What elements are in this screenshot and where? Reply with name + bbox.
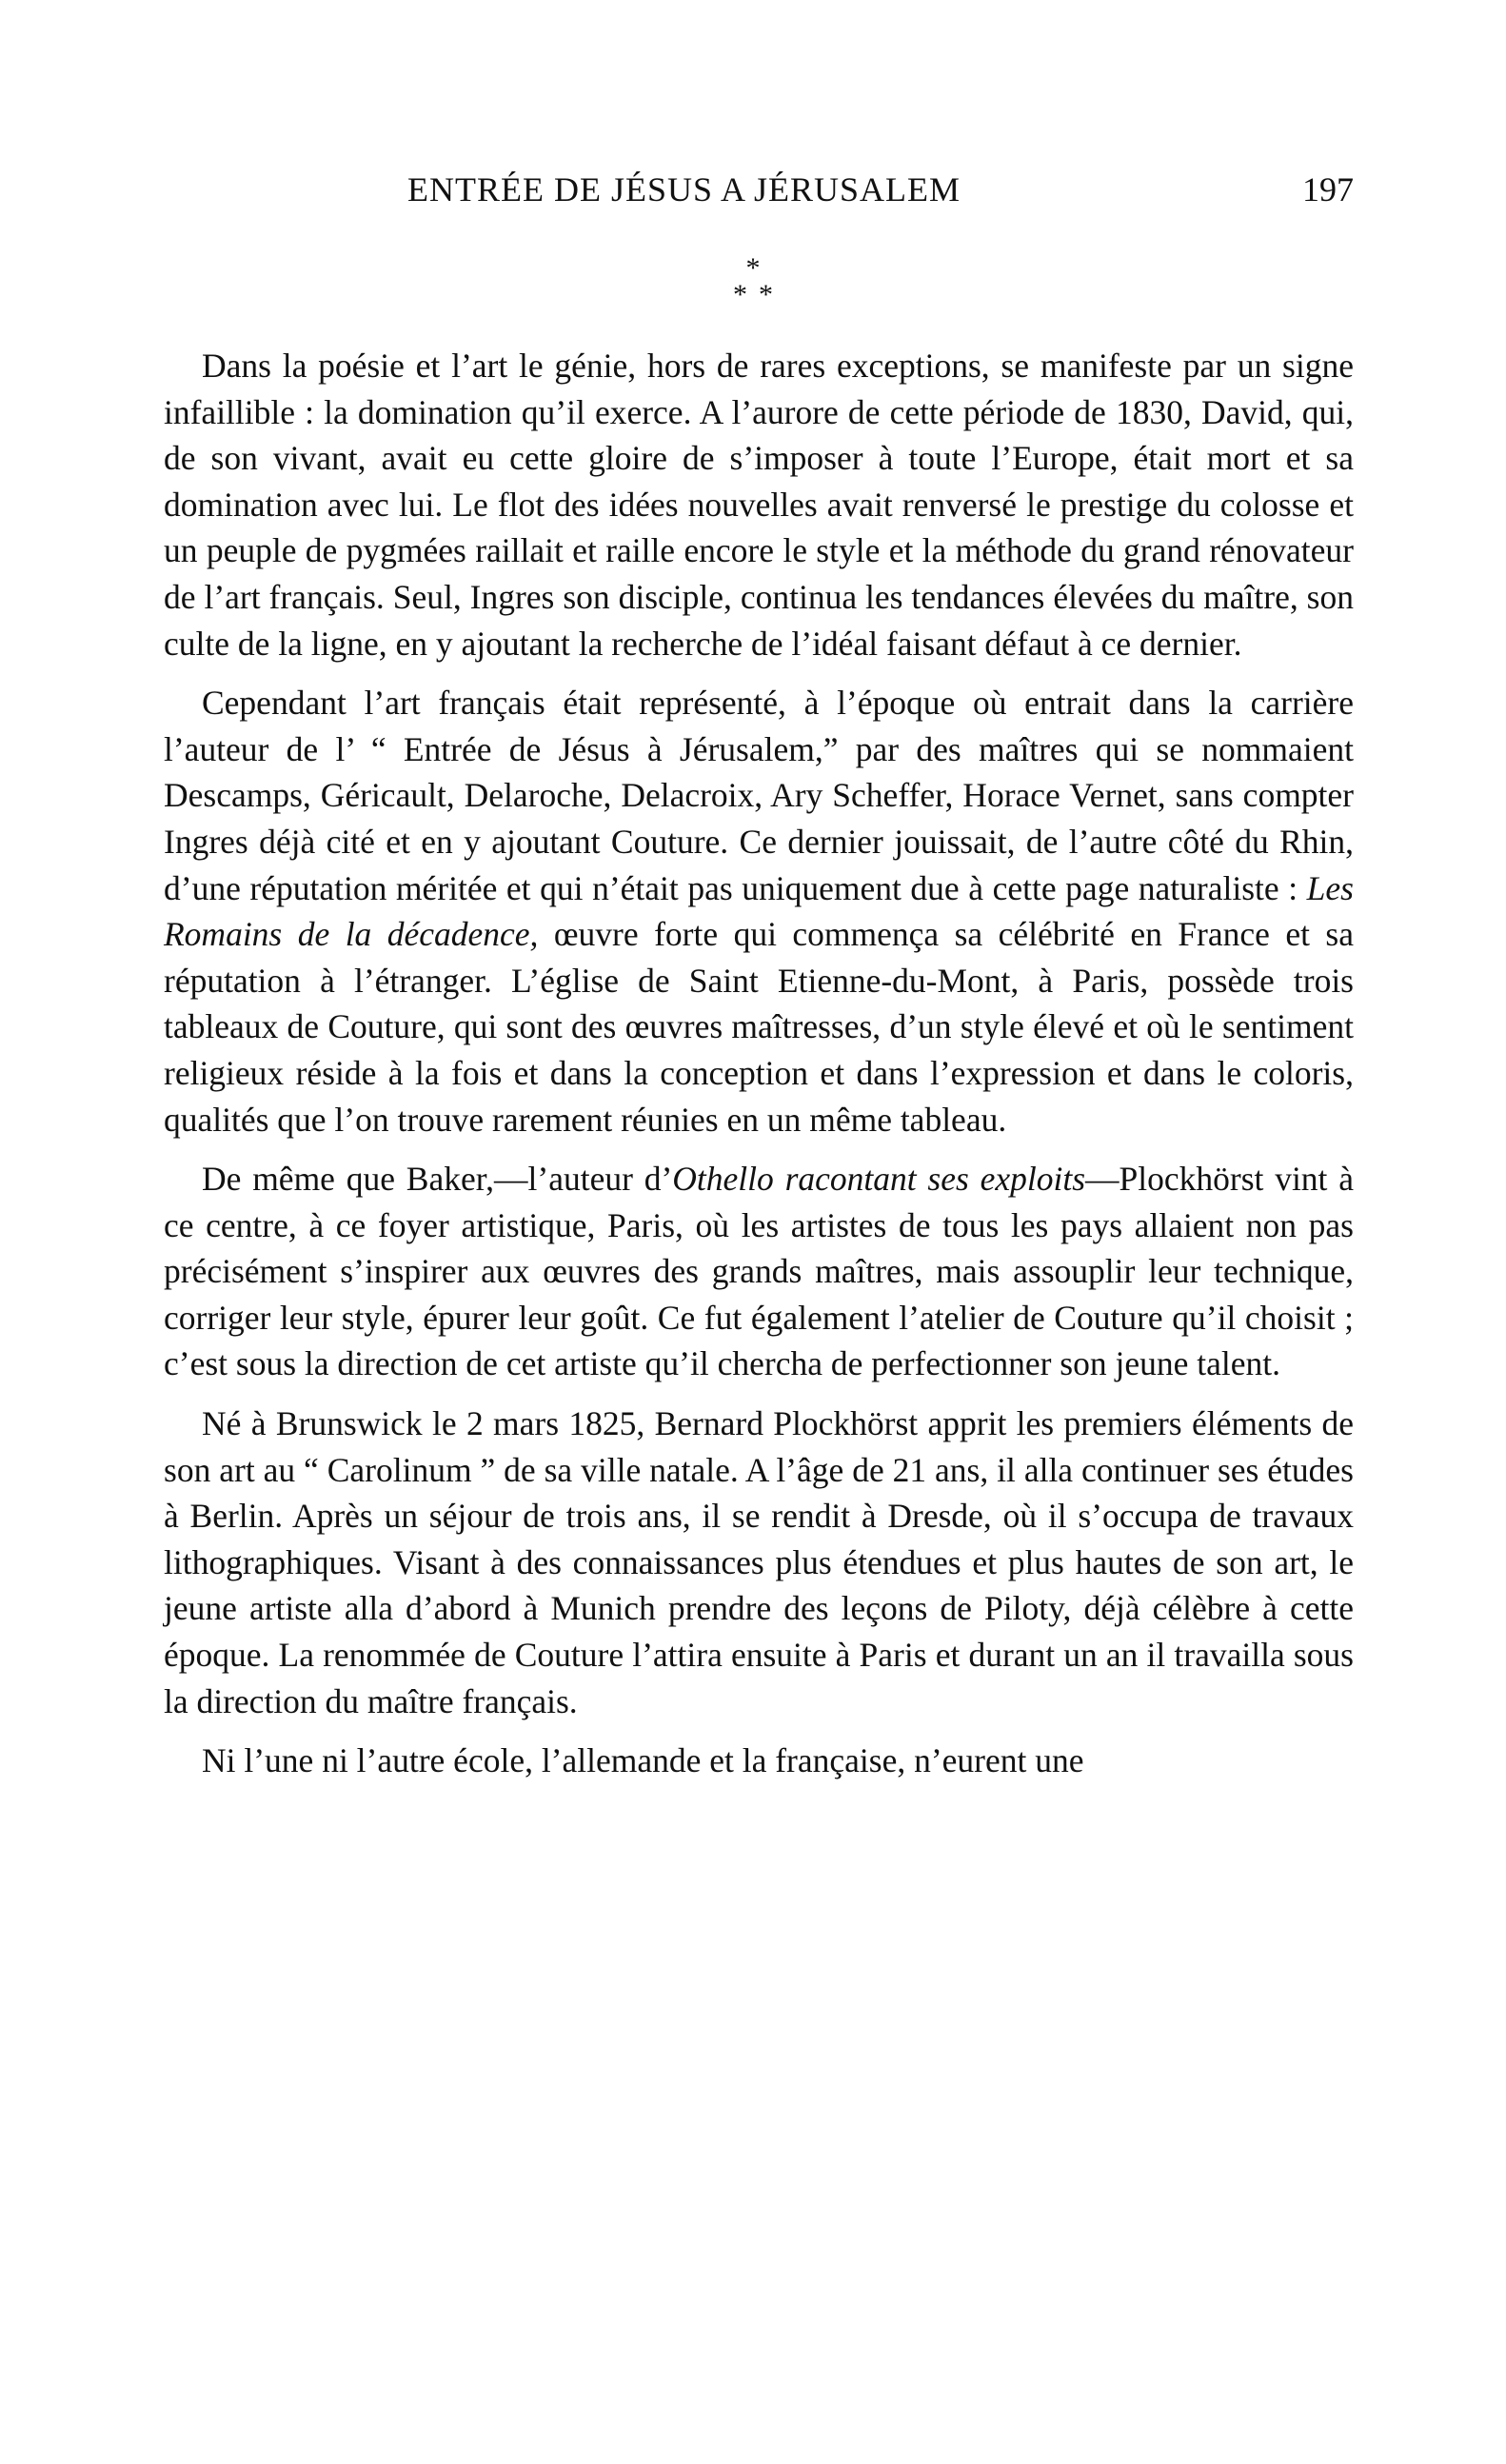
page-number: 197 [1302,170,1354,209]
separator-star-top: * [745,252,761,284]
paragraph-text: Cependant l’art français était représenté, à l’époque où entrait dans la carrière l’auteur de l’ “ Entrée de Jésus à Jérusalem,” par des maîtres qui se nommaient Descamps, Géricault, Delaroche, Delacroix, Ary Scheffer, Horace Vernet, sans compter Ingres déjà cité et en y ajoutant Couture. Ce dernier jouissait, de l’autre côté du Rhin, d’une réputation méritée et qui n’était pas uniquement due à cette page naturaliste : [164,684,1354,907]
separator-stars-bottom: ** [733,279,784,310]
paragraph-text: œuvre forte qui commença sa célébrité en France et sa réputation à l’étranger. L’église de Saint Etienne-du-Mont, à Paris, possède trois tableaux de Couture, qui sont des œuvres maîtresses, d’un style élevé et où le sentiment religieux réside à la fois et dans la conception et dans l’expression et dans le coloris, qualités que l’on trouve rarement réunies en un même tableau. [164,915,1354,1139]
paragraph-text: —Plockhörst vint à ce centre, à ce foyer artistique, Paris, où les artistes de tous les pays allaient non pas précisément s’inspirer aux œuvres des grands maîtres, mais assouplir leur technique, corriger leur style, épurer leur goût. Ce fut également l’atelier de Couture qu’il choisit ; c’est sous la direction de cet artiste qu’il chercha de perfectionner son jeune talent. [164,1160,1354,1383]
paragraph-david [164,343,1354,666]
body-text [164,343,1354,1798]
running-title: ENTRÉE DE JÉSUS A JÉRUSALEM [407,170,961,209]
artwork-title-othello: Othello racontant ses exploits [672,1160,1086,1199]
paragraph-text: De même que Baker,—l’auteur d’ [202,1160,673,1199]
paragraph-baker [164,1156,1354,1387]
section-separator [0,252,1506,310]
paragraph-schools [164,1738,1354,1784]
paragraph-text: Ni l’une ni l’autre école, l’allemande et la française, n’eurent une [202,1741,1084,1780]
artwork-title-romains: Les Romains de la décadence, [164,868,1354,954]
paragraph-text: Né à Brunswick le 2 mars 1825, Bernard Plockhörst apprit les premiers éléments de son art au “ Carolinum ” de sa ville natale. A l’âge de 21 ans, il alla continuer ses études à Berlin. Après un séjour de trois ans, il se rendit à Dresde, où il s’occupa de travaux lithographiques. Visant à des connaissances plus étendues et plus hautes de son art, le jeune artiste alla d’abord à Munich prendre des leçons de Piloty, déjà célèbre à cette époque. La renommée de Couture l’attira ensuite à Paris et durant un an il travailla sous la direction du maître français. [164,1404,1354,1720]
page-header [164,169,1354,227]
paragraph-couture [164,680,1354,1143]
paragraph-biography [164,1401,1354,1724]
paragraph-text: Dans la poésie et l’art le génie, hors de rares exceptions, se manifeste par un signe infaillible : la domination qu’il exerce. A l’aurore de cette période de 1830, David, qui, de son vivant, avait eu cette gloire de s’imposer à toute l’Europe, était mort et sa domination avec lui. Le flot des idées nouvelles avait renversé le prestige du colosse et un peuple de pygmées raillait et raille encore le style et la méthode du grand rénovateur de l’art français. Seul, Ingres son disciple, continua les tendances élevées du maître, son culte de la ligne, en y ajoutant la recherche de l’idéal faisant défaut à ce dernier. [164,347,1354,663]
